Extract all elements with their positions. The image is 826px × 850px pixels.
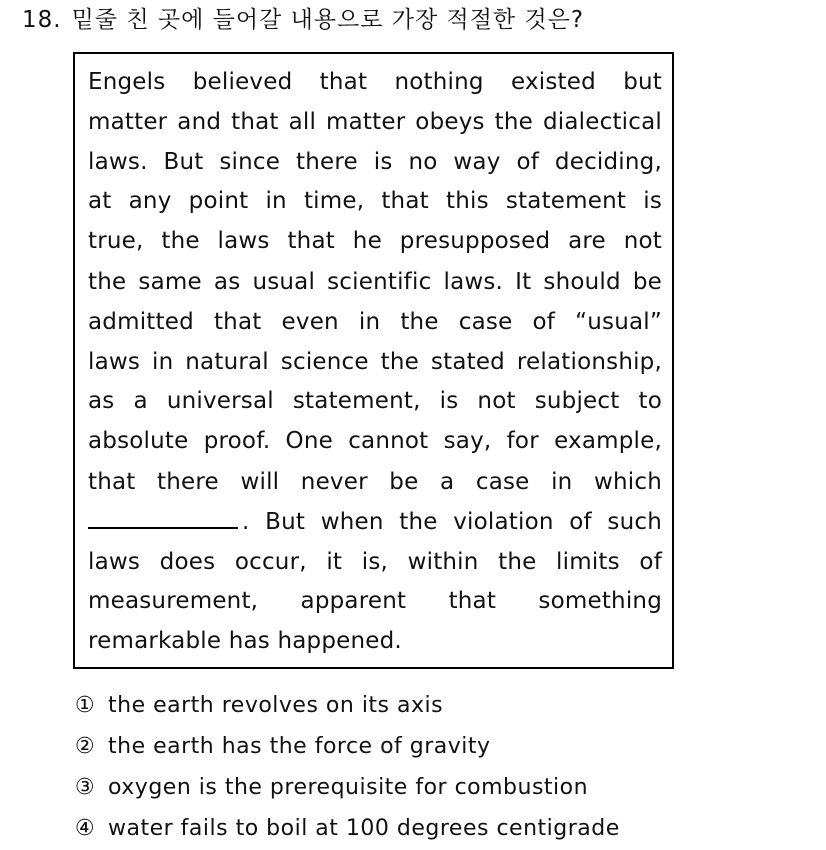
- choice-3[interactable]: [73, 768, 620, 809]
- choice-4[interactable]: [73, 809, 620, 850]
- passage-line: at any point in time, that this statement is: [88, 188, 662, 214]
- choice-text: oxygen is the prerequisite for combustion: [108, 775, 589, 800]
- choice-marker: ②: [74, 734, 96, 759]
- passage-line: remarkable has happened.: [88, 628, 402, 654]
- choice-marker: ④: [74, 816, 96, 841]
- passage-line: admitted that even in the case of “usual”: [88, 309, 662, 335]
- choice-text: water fails to boil at 100 degrees centigrade: [108, 816, 620, 841]
- passage-line: laws in natural science the stated relationship,: [88, 349, 662, 375]
- question-prompt: 밑줄 친 곳에 들어갈 내용으로 가장 적절한 것은?: [71, 7, 585, 33]
- passage-line: matter and that all matter obeys the dialectical: [88, 109, 662, 135]
- passage-line: absolute proof. One cannot say, for example,: [88, 428, 662, 454]
- choice-2[interactable]: [73, 727, 620, 768]
- choice-marker: ③: [74, 775, 96, 800]
- choice-text: the earth has the force of gravity: [108, 734, 491, 759]
- question-number: 18.: [22, 7, 62, 33]
- choice-marker: ①: [74, 693, 96, 718]
- passage-line: Engels believed that nothing existed but: [88, 69, 662, 95]
- question-header: [22, 4, 584, 36]
- passage-line: laws does occur, it is, within the limits of: [88, 549, 662, 575]
- answer-choices: [73, 686, 620, 850]
- choice-text: the earth revolves on its axis: [108, 693, 444, 718]
- passage-line-with-blank: [88, 502, 662, 542]
- passage-line: true, the laws that he presupposed are not: [88, 228, 662, 254]
- passage-box: [73, 52, 674, 669]
- answer-blank: [88, 505, 238, 529]
- passage-line: that there will never be a case in which: [88, 469, 662, 495]
- passage-line: measurement, apparent that something: [88, 588, 662, 614]
- passage-line-text: . But when the violation of such: [242, 509, 662, 535]
- passage-line: the same as usual scientific laws. It should be: [88, 269, 662, 295]
- passage-line: as a universal statement, is not subject to: [88, 388, 662, 414]
- passage-line: laws. But since there is no way of deciding,: [88, 149, 662, 175]
- choice-1[interactable]: [73, 686, 620, 727]
